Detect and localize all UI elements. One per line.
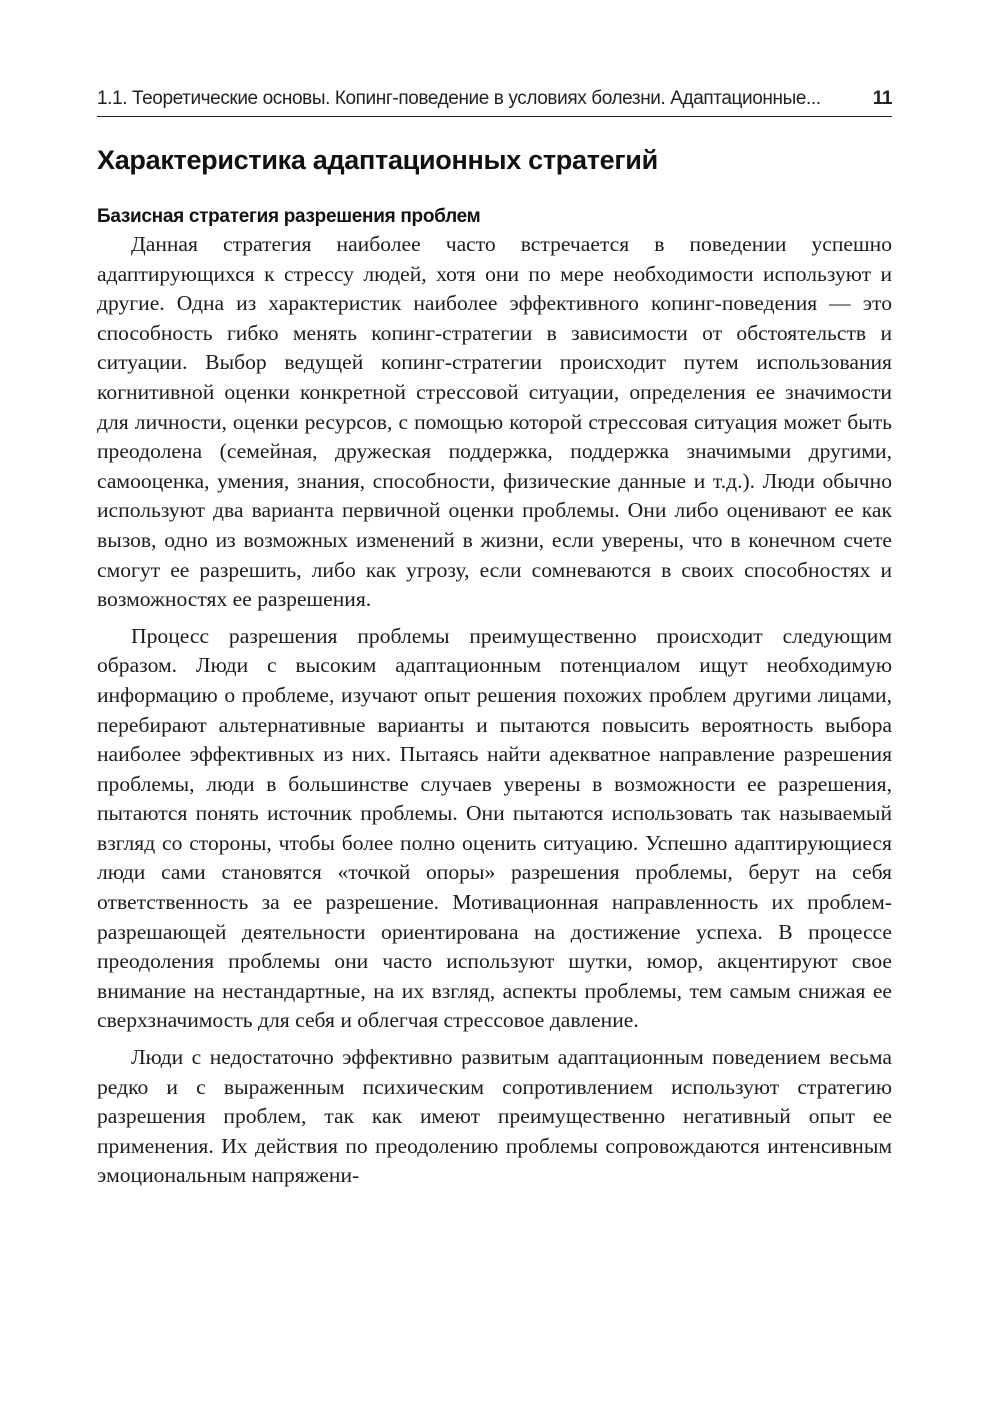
paragraph: Данная стратегия наиболее часто встречается в поведении успешно адаптирующихся к стрессу людей, хотя они по мере необходимости используют и другие. Одна из характеристик наиболее эффективного копинг-поведения — это способность гибко менять копинг-стратегии в зависимости от обстоятельств и ситуации. Выбор ведущей копинг-стратегии происходит путем использования когнитивной оценки конкретной стрессовой ситуации, определения ее значимости для личности, оценки ресурсов, с помощью которой стрессовая ситуация может быть преодолена (семейная, дружеская поддержка, поддержка значимыми другими, самооценка, умения, знания, способности, физические данные и т.д.). Люди обычно используют два варианта первичной оценки проблемы. Они либо оценивают ее как вызов, одно из возможных изменений в жизни, если уверены, что в конечном счете смогут ее разрешить, либо как угрозу, если сомневаются в своих способностях и возможностях ее разрешения. xyxy=(97,232,892,612)
page-number: 11 xyxy=(872,88,892,109)
running-header xyxy=(97,88,892,117)
running-title: 1.1. Теоретические основы. Копинг-поведение в условиях болезни. Адаптационные... xyxy=(97,88,821,109)
paragraph: Люди с недостаточно эффективно развитым адаптационным поведением весьма редко и с выраженным психическим сопротивлением используют стратегию разрешения проблем, так как имеют преимущественно негативный опыт ее применения. Их действия по преодолению проблемы сопровождаются интенсивным эмоциональным напряжени- xyxy=(97,1045,892,1188)
body-text xyxy=(97,230,892,1191)
paragraph: Процесс разрешения проблемы преимущественно происходит следующим образом. Люди с высоким адаптационным потенциалом ищут необходимую информацию о проблеме, изучают опыт решения похожих проблем другими лицами, перебирают альтернативные варианты и пытаются повысить вероятность выбора наиболее эффективных из них. Пытаясь найти адекватное направление разрешения проблемы, люди в большинстве случаев уверены в возможности ее разрешения, пытаются понять источник проблемы. Они пытаются использовать так называемый взгляд со стороны, чтобы более полно оценить ситуацию. Успешно адаптирующиеся люди сами становятся «точкой опоры» разрешения проблемы, берут на себя ответственность за ее разрешение. Мотивационная направленность их проблем-разрешающей деятельности ориентирована на достижение успеха. В процессе преодоления проблемы они часто используют шутки, юмор, акцентируют свое внимание на нестандартные, на их взгляд, аспекты проблемы, тем самым снижая ее сверхзначимость для себя и облегчая стрессовое давление. xyxy=(97,623,892,1033)
book-page xyxy=(97,88,892,1198)
section-title: Характеристика адаптационных стратегий xyxy=(97,145,658,175)
subsection-title: Базисная стратегия разрешения проблем xyxy=(97,206,481,227)
